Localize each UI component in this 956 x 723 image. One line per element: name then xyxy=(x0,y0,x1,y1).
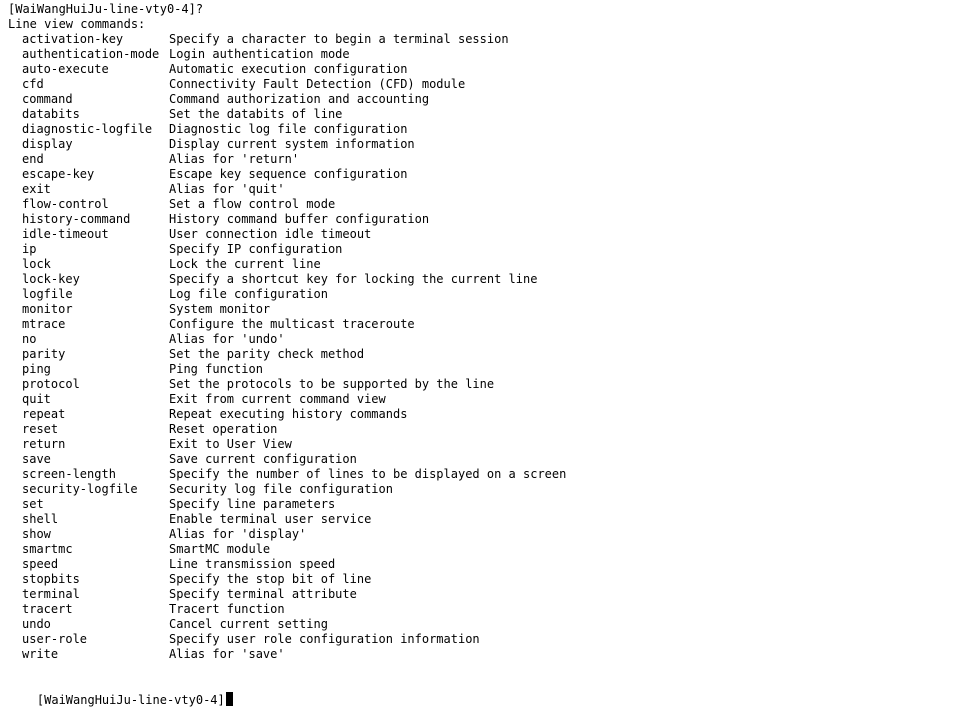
command-row xyxy=(0,422,900,437)
command-row xyxy=(0,287,900,302)
command-row xyxy=(0,257,900,272)
command-name: diagnostic-logfile xyxy=(22,122,153,136)
command-row xyxy=(0,92,900,107)
command-row xyxy=(0,167,900,182)
command-row xyxy=(0,452,900,467)
command-name: logfile xyxy=(22,287,73,301)
command-name: activation-key xyxy=(22,32,124,46)
command-name: end xyxy=(22,152,44,166)
command-row xyxy=(0,182,900,197)
command-description: Alias for 'quit' xyxy=(169,182,285,196)
command-description: Diagnostic log file configuration xyxy=(169,122,408,136)
command-description: Set the databits of line xyxy=(169,107,343,121)
prompt-text: [WaiWangHuiJu-line-vty0-4] xyxy=(36,693,225,707)
command-name: user-role xyxy=(22,632,88,646)
command-description: Automatic execution configuration xyxy=(169,62,408,76)
command-name: set xyxy=(22,497,44,511)
command-name: auto-execute xyxy=(22,62,109,76)
command-row xyxy=(0,347,900,362)
command-description: Alias for 'undo' xyxy=(169,332,285,346)
command-description: Lock the current line xyxy=(169,257,321,271)
command-description: Exit from current command view xyxy=(169,392,386,406)
command-row xyxy=(0,572,900,587)
command-description: Alias for 'display' xyxy=(169,527,307,541)
command-description: Cancel current setting xyxy=(169,617,328,631)
command-description: Specify the stop bit of line xyxy=(169,572,372,586)
command-row xyxy=(0,107,900,122)
command-row xyxy=(0,212,900,227)
command-row xyxy=(0,137,900,152)
command-row xyxy=(0,227,900,242)
command-name: lock xyxy=(22,257,51,271)
command-description: Line transmission speed xyxy=(169,557,336,571)
command-name: parity xyxy=(22,347,66,361)
command-name: monitor xyxy=(22,302,73,316)
command-name: undo xyxy=(22,617,51,631)
command-name: display xyxy=(22,137,73,151)
command-row xyxy=(0,242,900,257)
command-row xyxy=(0,62,900,77)
command-description: Repeat executing history commands xyxy=(169,407,408,421)
command-row xyxy=(0,197,900,212)
command-name: idle-timeout xyxy=(22,227,109,241)
command-row xyxy=(0,512,900,527)
command-row xyxy=(0,437,900,452)
command-name: quit xyxy=(22,392,51,406)
command-row xyxy=(0,557,900,572)
command-description: Exit to User View xyxy=(169,437,292,451)
command-description: Specify line parameters xyxy=(169,497,336,511)
command-row xyxy=(0,272,900,287)
command-name: databits xyxy=(22,107,80,121)
command-name: protocol xyxy=(22,377,80,391)
command-row xyxy=(0,407,900,422)
command-name: smartmc xyxy=(22,542,73,556)
command-name: exit xyxy=(22,182,51,196)
command-row xyxy=(0,467,900,482)
command-description: Specify a shortcut key for locking the current line xyxy=(169,272,538,286)
command-description: Security log file configuration xyxy=(169,482,393,496)
command-row xyxy=(0,362,900,377)
command-description: Tracert function xyxy=(169,602,285,616)
command-name: terminal xyxy=(22,587,80,601)
command-row xyxy=(0,527,900,542)
help-header: Line view commands: xyxy=(8,17,146,31)
command-name: flow-control xyxy=(22,197,109,211)
command-description: Enable terminal user service xyxy=(169,512,372,526)
command-description: Specify terminal attribute xyxy=(169,587,357,601)
command-description: Display current system information xyxy=(169,137,415,151)
command-row xyxy=(0,332,900,347)
command-name: screen-length xyxy=(22,467,116,481)
command-description: System monitor xyxy=(169,302,271,316)
command-row xyxy=(0,647,900,662)
command-row xyxy=(0,632,900,647)
command-description: Specify a character to begin a terminal session xyxy=(169,32,509,46)
current-prompt-line[interactable] xyxy=(8,677,233,707)
command-description: Reset operation xyxy=(169,422,278,436)
command-name: reset xyxy=(22,422,59,436)
command-description: History command buffer configuration xyxy=(169,212,430,226)
command-row xyxy=(0,317,900,332)
command-name: command xyxy=(22,92,73,106)
command-name: escape-key xyxy=(22,167,95,181)
command-description: Set the parity check method xyxy=(169,347,365,361)
command-description: Log file configuration xyxy=(169,287,328,301)
command-row xyxy=(0,617,900,632)
command-name: ping xyxy=(22,362,51,376)
command-row xyxy=(0,392,900,407)
command-name: tracert xyxy=(22,602,73,616)
command-description: Set the protocols to be supported by the line xyxy=(169,377,495,391)
command-description: User connection idle timeout xyxy=(169,227,372,241)
text-cursor xyxy=(226,692,233,706)
command-name: security-logfile xyxy=(22,482,138,496)
previous-prompt-line: [WaiWangHuiJu-line-vty0-4]? xyxy=(8,2,204,16)
command-description: Ping function xyxy=(169,362,263,376)
command-name: show xyxy=(22,527,51,541)
command-row xyxy=(0,77,900,92)
command-name: lock-key xyxy=(22,272,80,286)
command-row xyxy=(0,542,900,557)
command-row xyxy=(0,602,900,617)
command-name: speed xyxy=(22,557,59,571)
command-description: Alias for 'return' xyxy=(169,152,300,166)
command-description: Escape key sequence configuration xyxy=(169,167,408,181)
command-name: repeat xyxy=(22,407,66,421)
command-name: shell xyxy=(22,512,59,526)
command-row xyxy=(0,47,900,62)
command-name: stopbits xyxy=(22,572,80,586)
command-description: Connectivity Fault Detection (CFD) module xyxy=(169,77,466,91)
command-name: write xyxy=(22,647,59,661)
command-name: mtrace xyxy=(22,317,66,331)
command-description: Set a flow control mode xyxy=(169,197,336,211)
command-name: history-command xyxy=(22,212,131,226)
command-description: Specify the number of lines to be displayed on a screen xyxy=(169,467,567,481)
command-description: Save current configuration xyxy=(169,452,357,466)
command-row xyxy=(0,302,900,317)
command-row xyxy=(0,32,900,47)
command-description: Alias for 'save' xyxy=(169,647,285,661)
command-name: save xyxy=(22,452,51,466)
command-row xyxy=(0,587,900,602)
command-row xyxy=(0,497,900,512)
command-row xyxy=(0,122,900,137)
command-row xyxy=(0,377,900,392)
command-description: Command authorization and accounting xyxy=(169,92,430,106)
command-description: SmartMC module xyxy=(169,542,271,556)
command-name: cfd xyxy=(22,77,44,91)
command-row xyxy=(0,482,900,497)
command-name: return xyxy=(22,437,66,451)
command-description: Configure the multicast traceroute xyxy=(169,317,415,331)
command-description: Login authentication mode xyxy=(169,47,350,61)
command-name: no xyxy=(22,332,37,346)
command-row xyxy=(0,152,900,167)
command-description: Specify user role configuration information xyxy=(169,632,480,646)
command-name: authentication-mode xyxy=(22,47,160,61)
command-description: Specify IP configuration xyxy=(169,242,343,256)
command-name: ip xyxy=(22,242,37,256)
